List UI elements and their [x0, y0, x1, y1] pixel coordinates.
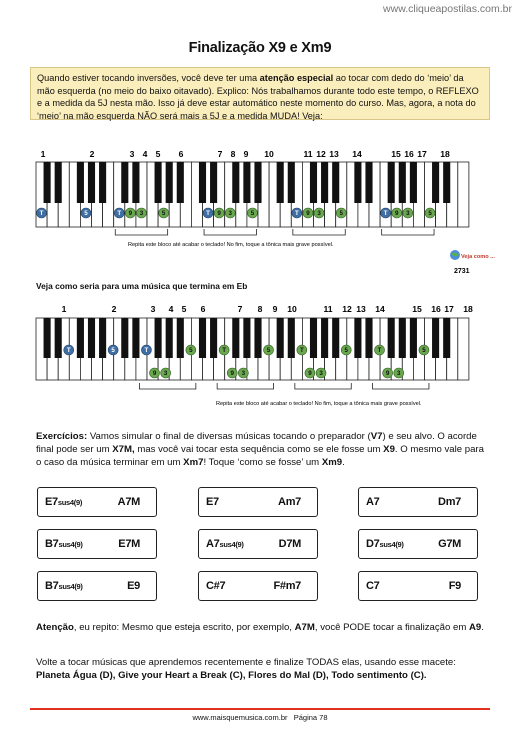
att-label: Atenção — [36, 622, 74, 633]
note-label — [297, 345, 307, 355]
key-number: 14 — [352, 149, 362, 159]
chord-box: A7 Dm7 — [358, 487, 478, 517]
black-key — [166, 162, 173, 203]
key-number: 13 — [356, 304, 366, 314]
black-key — [55, 318, 62, 358]
ex-b1: V7 — [370, 431, 383, 442]
svg-text:5: 5 — [84, 210, 88, 218]
key-number: 4 — [168, 304, 174, 314]
svg-text:T: T — [294, 210, 299, 218]
note-label — [292, 208, 302, 218]
chord-box: C#7 F#m7 — [198, 571, 318, 601]
note-label — [425, 208, 435, 218]
black-key — [88, 318, 95, 358]
ex-b2: X7M, — [112, 443, 135, 455]
key-number: 1 — [40, 149, 46, 159]
black-key — [254, 162, 261, 203]
black-key — [365, 162, 372, 203]
key-number: 12 — [342, 304, 352, 314]
note-label — [305, 368, 315, 378]
note-label — [403, 208, 413, 218]
key-number: 11 — [303, 149, 313, 159]
note-label — [419, 345, 429, 355]
note-label — [150, 368, 160, 378]
intro-text-1: Quando estiver tocando inversões, você deve ter uma — [37, 73, 260, 83]
black-key — [254, 318, 261, 358]
svg-text:5: 5 — [189, 347, 193, 355]
black-key — [332, 318, 339, 358]
black-key — [77, 318, 84, 358]
key-number: 5 — [155, 149, 161, 159]
volte-songs: Planeta Água (D), Give your Heart a Break (C), Flores do Mal (D), Todo sentimento (C). — [36, 669, 427, 681]
key-number: 9 — [272, 304, 278, 314]
svg-text:9: 9 — [308, 370, 312, 378]
ex-t2: ) e seu alvo. O acorde final pode ser um — [36, 431, 477, 455]
svg-text:9: 9 — [230, 370, 234, 378]
svg-text:T: T — [206, 210, 210, 218]
note-label — [303, 208, 313, 218]
keyboard-1 — [34, 148, 470, 256]
intro-box — [30, 67, 490, 120]
black-key — [232, 318, 239, 358]
black-key — [121, 318, 128, 358]
black-key — [399, 162, 406, 203]
black-key — [210, 318, 217, 358]
svg-text:T: T — [383, 210, 388, 218]
black-key — [277, 318, 284, 358]
key-number: 3 — [150, 304, 156, 314]
key-number: 17 — [444, 304, 454, 314]
black-key — [243, 162, 250, 203]
note-label — [161, 368, 171, 378]
black-key — [288, 318, 295, 358]
block-bracket — [115, 229, 167, 235]
note-label — [225, 208, 235, 218]
block-bracket — [217, 383, 273, 389]
white-key — [458, 162, 469, 227]
key-number: 9 — [243, 149, 249, 159]
att-t2: , você PODE tocar a finalização em — [314, 622, 469, 633]
note-label — [159, 208, 169, 218]
black-key — [310, 162, 317, 203]
note-label — [37, 208, 47, 218]
black-key — [388, 162, 395, 203]
chord-box: D7sus4(9) G7M — [358, 529, 478, 559]
key-number: 15 — [391, 149, 401, 159]
black-key — [432, 318, 439, 358]
block-bracket — [204, 229, 256, 235]
key-number: 18 — [440, 149, 450, 159]
veja-number: 2731 — [454, 268, 470, 275]
black-key — [410, 162, 417, 203]
black-key — [321, 318, 328, 358]
key-number: 15 — [412, 304, 422, 314]
svg-text:9: 9 — [217, 210, 221, 218]
black-key — [77, 162, 84, 203]
chord-box: B7sus4(9) E9 — [37, 571, 157, 601]
black-key — [177, 318, 184, 358]
black-key — [332, 162, 339, 203]
note-label — [375, 345, 385, 355]
black-key — [155, 162, 162, 203]
black-key — [354, 318, 361, 358]
svg-text:T: T — [377, 347, 382, 355]
svg-text:5: 5 — [111, 347, 115, 355]
svg-text:9: 9 — [395, 210, 399, 218]
block-bracket — [139, 383, 195, 389]
note-label — [81, 208, 91, 218]
note-label — [186, 345, 196, 355]
note-label — [219, 345, 229, 355]
svg-text:3: 3 — [317, 210, 321, 218]
black-key — [99, 162, 106, 203]
svg-text:T: T — [39, 210, 44, 218]
page-number: Página 78 — [293, 713, 328, 722]
key-number: 5 — [181, 304, 187, 314]
svg-text:3: 3 — [397, 370, 401, 378]
key-number: 10 — [264, 149, 274, 159]
ex-t4: . O mesmo vale para o caso da música terminar em um — [36, 443, 484, 468]
note-label — [141, 345, 151, 355]
black-key — [199, 162, 206, 203]
key-number: 7 — [237, 304, 243, 314]
note-label — [336, 208, 346, 218]
note-label — [316, 368, 326, 378]
globe-icon — [450, 250, 460, 260]
block-bracket — [382, 229, 434, 235]
block-bracket — [373, 383, 429, 389]
key-number: 7 — [217, 149, 223, 159]
note-label — [227, 368, 237, 378]
veja-como-link[interactable] — [447, 249, 495, 277]
note-label — [108, 345, 118, 355]
keyboard-2 — [34, 303, 480, 413]
volte-t1: Volte a tocar músicas que aprendemos recentemente e finalize TODAS elas, usando esse macete: — [36, 657, 456, 668]
svg-text:5: 5 — [428, 210, 432, 218]
svg-text:3: 3 — [406, 210, 410, 218]
key-number: 1 — [61, 304, 67, 314]
footer-site[interactable]: www.maisquemusica.com.br — [192, 713, 288, 722]
svg-text:T: T — [299, 347, 304, 355]
svg-text:T: T — [66, 347, 71, 355]
svg-text:9: 9 — [152, 370, 157, 378]
key-number: 8 — [257, 304, 263, 314]
black-key — [410, 318, 417, 358]
black-key — [243, 318, 250, 358]
black-key — [44, 318, 51, 358]
key-number: 2 — [111, 304, 117, 314]
svg-text:5: 5 — [344, 347, 348, 355]
black-key — [177, 162, 184, 203]
keyboard-2-caption: Repita este bloco até acabar o teclado! No fim, toque a tônica mais grave possível. — [216, 401, 422, 407]
svg-text:5: 5 — [250, 210, 255, 218]
note-label — [238, 368, 248, 378]
exercises-label: Exercícios: — [36, 431, 88, 442]
white-key — [458, 318, 469, 380]
key-number: 6 — [178, 149, 184, 159]
note-label — [392, 208, 402, 218]
key-number: 10 — [287, 304, 297, 314]
key-number: 16 — [431, 304, 441, 314]
att-t3: . — [481, 622, 484, 633]
chord-box: E7sus4(9) A7M — [37, 487, 157, 517]
black-key — [210, 162, 217, 203]
svg-text:9: 9 — [306, 210, 310, 218]
key-number: 8 — [230, 149, 236, 159]
svg-text:5: 5 — [339, 210, 343, 218]
black-key — [132, 162, 139, 203]
svg-text:5: 5 — [266, 347, 271, 355]
ex-t3: mas você vai tocar esta sequência como se ele fosse um — [134, 443, 384, 455]
note-label — [381, 208, 391, 218]
svg-text:3: 3 — [163, 370, 168, 378]
key-number: 18 — [463, 304, 473, 314]
svg-text:3: 3 — [241, 370, 246, 378]
black-key — [288, 162, 295, 203]
svg-text:3: 3 — [228, 210, 232, 218]
black-key — [155, 318, 162, 358]
chord-box: C7 F9 — [358, 571, 478, 601]
svg-text:T: T — [144, 347, 149, 355]
attention-text — [36, 622, 491, 635]
header-site-url[interactable]: www.cliqueapostilas.com.br — [383, 3, 512, 15]
svg-text:T: T — [222, 347, 227, 355]
ex-t1: Vamos simular o final de diversas músicas tocando o preparador ( — [87, 431, 371, 442]
note-label — [394, 368, 404, 378]
exercises-text — [36, 431, 491, 469]
ex-t5: ! Toque ‘como se fosse’ um — [203, 456, 322, 468]
note-label — [314, 208, 324, 218]
key-number: 14 — [375, 304, 385, 314]
black-key — [365, 318, 372, 358]
black-key — [44, 162, 51, 203]
key-number: 6 — [200, 304, 206, 314]
note-label — [125, 208, 135, 218]
key-number: 11 — [323, 304, 333, 314]
black-key — [99, 318, 106, 358]
svg-text:9: 9 — [385, 370, 390, 378]
key-number: 17 — [417, 149, 427, 159]
block-bracket — [293, 229, 345, 235]
eb-section-title: Veja como seria para uma música que termina em Eb — [36, 281, 248, 291]
chord-box: B7sus4(9) E7M — [37, 529, 157, 559]
note-label — [247, 208, 257, 218]
black-key — [277, 162, 284, 203]
intro-text-2: ao tocar com dedo do ‘meio’ da mão esquerda (no meio do baixo oitavado). Explico: Nós trabalhamos durante todo este tempo, o REFLEXO e a medida da 5J nesta mão. Isso já deve estar automático neste momento do curso. Mas, agora, a nota do ‘meio’ na mão esquerda NÃO será mais a 5J e a medida MUDA! Veja: — [37, 73, 479, 121]
black-key — [121, 162, 128, 203]
svg-text:9: 9 — [128, 210, 133, 218]
black-key — [321, 162, 328, 203]
svg-text:5: 5 — [161, 210, 166, 218]
note-label — [341, 345, 351, 355]
key-number: 16 — [404, 149, 414, 159]
veja-text: Veja como ... — [461, 254, 495, 260]
note-label — [264, 345, 274, 355]
key-number: 12 — [316, 149, 326, 159]
svg-text:3: 3 — [319, 370, 323, 378]
svg-text:5: 5 — [422, 347, 426, 355]
footer — [0, 713, 520, 722]
chord-box: A7sus4(9) D7M — [198, 529, 318, 559]
note-label — [114, 208, 124, 218]
att-b2: A9 — [469, 622, 482, 633]
note-label — [64, 345, 74, 355]
ex-b5: Xm9 — [321, 456, 343, 468]
black-key — [354, 162, 361, 203]
note-label — [214, 208, 224, 218]
key-number: 13 — [329, 149, 339, 159]
black-key — [166, 318, 173, 358]
key-number: 4 — [142, 149, 148, 159]
att-t1: , eu repito: Mesmo que esteja escrito, por exemplo, — [73, 622, 295, 633]
note-label — [203, 208, 213, 218]
black-key — [443, 318, 450, 358]
black-key — [232, 162, 239, 203]
footer-rule — [30, 708, 490, 710]
black-key — [199, 318, 206, 358]
att-b1: A7M — [294, 622, 315, 633]
svg-text:T: T — [117, 210, 122, 218]
note-label — [383, 368, 393, 378]
ex-b3: X9 — [383, 443, 395, 455]
keyboard-1-caption: Repita este bloco até acabar o teclado! No fim, toque a tônica mais grave possível. — [128, 242, 334, 248]
black-key — [399, 318, 406, 358]
ex-t6: . — [342, 456, 345, 468]
black-key — [443, 162, 450, 203]
svg-text:3: 3 — [139, 210, 144, 218]
intro-bold: atenção especial — [259, 73, 334, 83]
black-key — [388, 318, 395, 358]
black-key — [310, 318, 317, 358]
black-key — [432, 162, 439, 203]
key-number: 2 — [89, 149, 95, 159]
page-title: Finalização X9 e Xm9 — [188, 40, 332, 56]
black-key — [132, 318, 139, 358]
block-bracket — [295, 383, 351, 389]
chord-box: E7 Am7 — [198, 487, 318, 517]
volte-text — [36, 657, 491, 683]
note-label — [136, 208, 146, 218]
black-key — [55, 162, 62, 203]
ex-b4: Xm7 — [183, 456, 204, 468]
key-number: 3 — [129, 149, 135, 159]
black-key — [88, 162, 95, 203]
